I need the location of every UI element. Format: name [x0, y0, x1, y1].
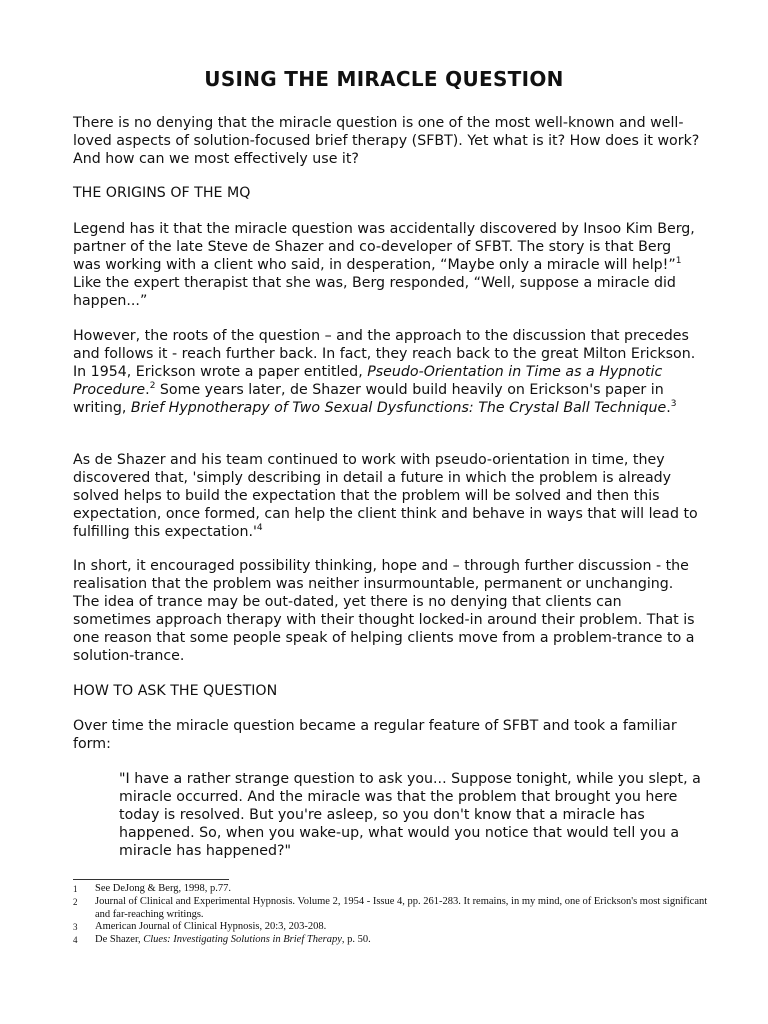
section-heading-origins: THE ORIGINS OF THE MQ — [73, 185, 251, 201]
footnote-divider — [73, 879, 229, 880]
intro-paragraph: There is no denying that the miracle question is one of the most well-known and well-loved aspects of solution-focused brief therapy (SFBT). Yet what is it? How does it work? And how can we most effectively use it? — [73, 115, 700, 167]
footnote-4: 4 De Shazer, Clues: Investigating Solutions in Brief Therapy, p. 50. — [73, 934, 371, 946]
origins-paragraph-1: Legend has it that the miracle question was accidentally discovered by Insoo Kim Berg, partner of the late Steve de Shazer and co-developer of SFBT. The story is that Berg was working with a client who said, in desperation, “Maybe only a miracle will help!”$^1$ Like the expert therapist that she was, Berg responded, “Well, suppose a miracle did happen...” — [73, 221, 695, 309]
footnote-1: 1 See DeJong & Berg, 1998, p.77. — [73, 883, 232, 894]
origins-paragraph-3: As de Shazer and his team continued to work with pseudo-orientation in time, they discovered that, 'simply describing in detail a future in which the problem is already solved helps to build the expectation that the problem will be solved and then this expectation, once formed, can help the client think and behave in ways that will lead to fulfilling this expectation.'$^4$ — [73, 452, 698, 540]
page-title: USING THE MIRACLE QUESTION — [204, 67, 564, 91]
how-to-ask-paragraph: Over time the miracle question became a regular feature of SFBT and took a familiar form: — [73, 718, 677, 752]
footnote-ref-4[interactable]: 4 — [256, 523, 263, 533]
footnotes — [73, 883, 713, 947]
origins-paragraph-2: However, the roots of the question – and the approach to the discussion that precedes and follows it - reach further back. In fact, they reach back to the great Milton Erickson. In 1954, Erickson wrote a paper entitled, Pseudo-Orientation in Time as a Hypnotic Procedure.$^2$ Some years later, de Shazer would build heavily on Erickson's paper in writing, Brief Hypnotherapy of Two Sexual Dysfunctions: The Crystal Ball Technique.$^3$ — [73, 328, 696, 416]
footnote-3: 3 American Journal of Clinical Hypnosis, 20:3, 203-208. — [73, 921, 327, 933]
section-heading-how-to-ask: HOW TO ASK THE QUESTION — [73, 683, 278, 699]
footnote-ref-3[interactable]: 3 — [670, 399, 677, 409]
footnote-ref-1[interactable]: 1 — [675, 256, 682, 266]
origins-paragraph-4: In short, it encouraged possibility thinking, hope and – through further discussion - the realisation that the problem was neither insurmountable, permanent or unchanging. The idea of trance may be out-dated, yet there is no denying that clients can sometimes approach therapy with their thought locked-in around their problem. That is one reason that some people speak of helping clients move from a problem-trance to a solution-trance. — [73, 558, 695, 664]
footnote-ref-2[interactable]: 2 — [149, 381, 156, 391]
miracle-question-quote: "I have a rather strange question to ask you... Suppose tonight, while you slept, a miracle occurred. And the miracle was that the problem that brought you here today is resolved. But you're asleep, so you don't know that a miracle has happened. So, when you wake-up, what would you notice that would tell you a miracle has happened?" — [119, 771, 701, 859]
footnote-2: 2 Journal of Clinical and Experimental Hypnosis. Volume 2, 1954 - Issue 4, pp. 261-283. It remains, in my mind, one of Erickson's most significant and far-reaching writings. — [73, 895, 708, 920]
